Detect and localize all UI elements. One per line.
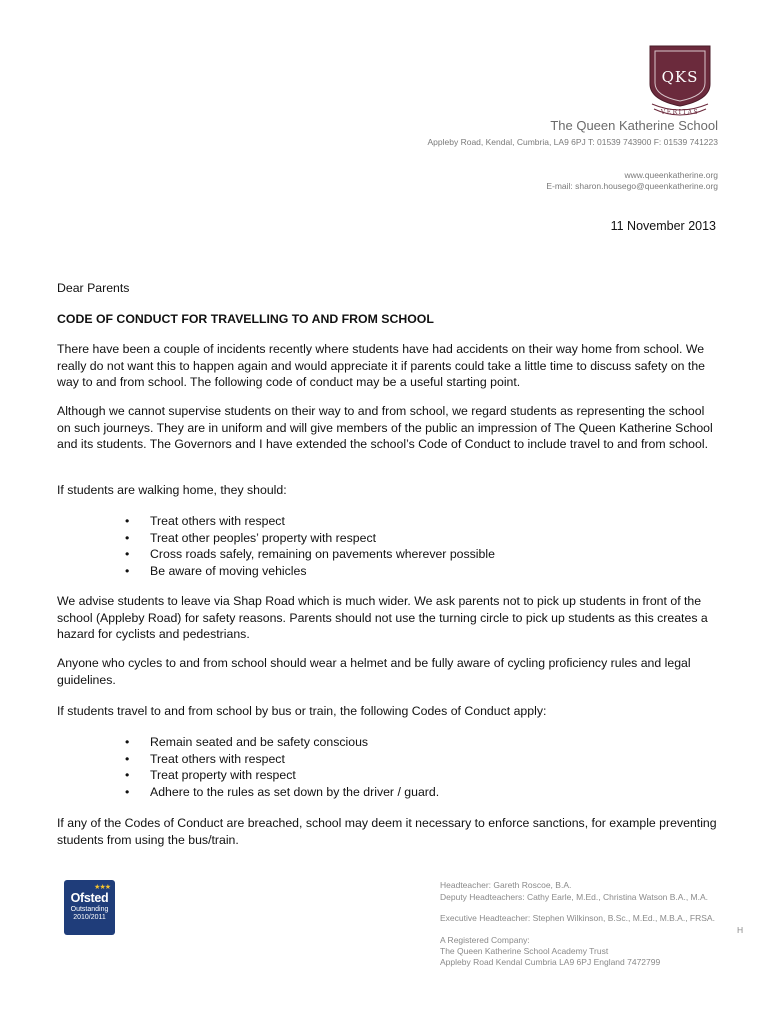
paragraph-bus-intro: If students travel to and from school by bus or train, the following Codes of Conduct apply: [57, 704, 547, 718]
list-item: • Treat others with respect [130, 751, 439, 768]
crest-text: QKS [661, 68, 699, 86]
footer-company-name: The Queen Katherine School Academy Trust [440, 946, 609, 956]
school-address: Appleby Road, Kendal, Cumbria, LA9 6PJ T: 01539 743900 F: 01539 741223 [427, 137, 718, 147]
letter-date: 11 November 2013 [610, 219, 716, 233]
ofsted-brand: Ofsted [70, 891, 109, 905]
footer-deputies: Deputy Headteachers: Cathy Earle, M.Ed., Christina Watson B.A., M.A. [440, 892, 709, 902]
ofsted-rating: Outstanding [70, 906, 109, 913]
footer-stray-mark: H [737, 925, 744, 935]
school-crest-logo [648, 44, 712, 118]
paragraph-walking-intro: If students are walking home, they should: [57, 483, 287, 497]
school-email-link[interactable]: E-mail: sharon.housego@queenkatherine.org [546, 181, 718, 191]
footer-headteacher: Headteacher: Gareth Roscoe, B.A. [440, 880, 572, 890]
paragraph-sanctions: If any of the Codes of Conduct are breached, school may deem it necessary to enforce sanctions, for example preventing students from using the bus/train. [57, 816, 717, 847]
list-item: • Remain seated and be safety conscious [130, 734, 439, 751]
list-item: • Treat property with respect [130, 767, 439, 784]
letter-heading: CODE OF CONDUCT FOR TRAVELLING TO AND FROM SCHOOL [57, 312, 434, 326]
school-website-link[interactable]: www.queenkatherine.org [624, 170, 718, 180]
list-item: • Cross roads safely, remaining on pavements wherever possible [130, 546, 495, 563]
paragraph-representing: Although we cannot supervise students on their way to and from school, we regard students as representing the school on such journeys. They are in uniform and will give members of the public an impression of The Queen Katherine School and its students. The Governors and I have extended the school’s Code of Conduct to include travel to and from school. [57, 404, 713, 451]
paragraph-incidents: There have been a couple of incidents recently where students have had accidents on their way home from school. We really do not want this to happen again and would appreciate it if parents could take a little time to discuss safety on the way to and from school. The following code of conduct may be a useful starting point. [57, 342, 706, 389]
list-item: • Be aware of moving vehicles [130, 563, 495, 580]
stars-icon: ★★★ [94, 884, 110, 891]
paragraph-cycling: Anyone who cycles to and from school should wear a helmet and be fully aware of cycling proficiency rules and legal guidelines. [57, 656, 691, 687]
list-item: • Treat others with respect [130, 513, 495, 530]
school-name: The Queen Katherine School [550, 118, 718, 133]
footer-company-address: Appleby Road Kendal Cumbria LA9 6PJ England 7472799 [440, 957, 661, 967]
footer-executive: Executive Headteacher: Stephen Wilkinson, B.Sc., M.Ed., M.B.A., FRSA. [440, 913, 715, 923]
ofsted-outstanding-badge [64, 880, 115, 935]
salutation: Dear Parents [57, 281, 130, 295]
ofsted-years: 2010/2011 [73, 914, 106, 921]
list-item: • Adhere to the rules as set down by the driver / guard. [130, 784, 439, 801]
list-item: • Treat other peoples’ property with respect [130, 530, 495, 547]
bus-rules-list [130, 734, 439, 800]
paragraph-shap-road: We advise students to leave via Shap Road which is much wider. We ask parents not to pick up students in front of the school (Appleby Road) for safety reasons. Parents should not use the turning circle to pick up students as this creates a hazard for cyclists and pedestrians. [57, 594, 708, 641]
footer-company-label: A Registered Company: [440, 935, 530, 945]
crest-motto: VERITAS [660, 109, 700, 116]
walking-rules-list [130, 513, 495, 579]
